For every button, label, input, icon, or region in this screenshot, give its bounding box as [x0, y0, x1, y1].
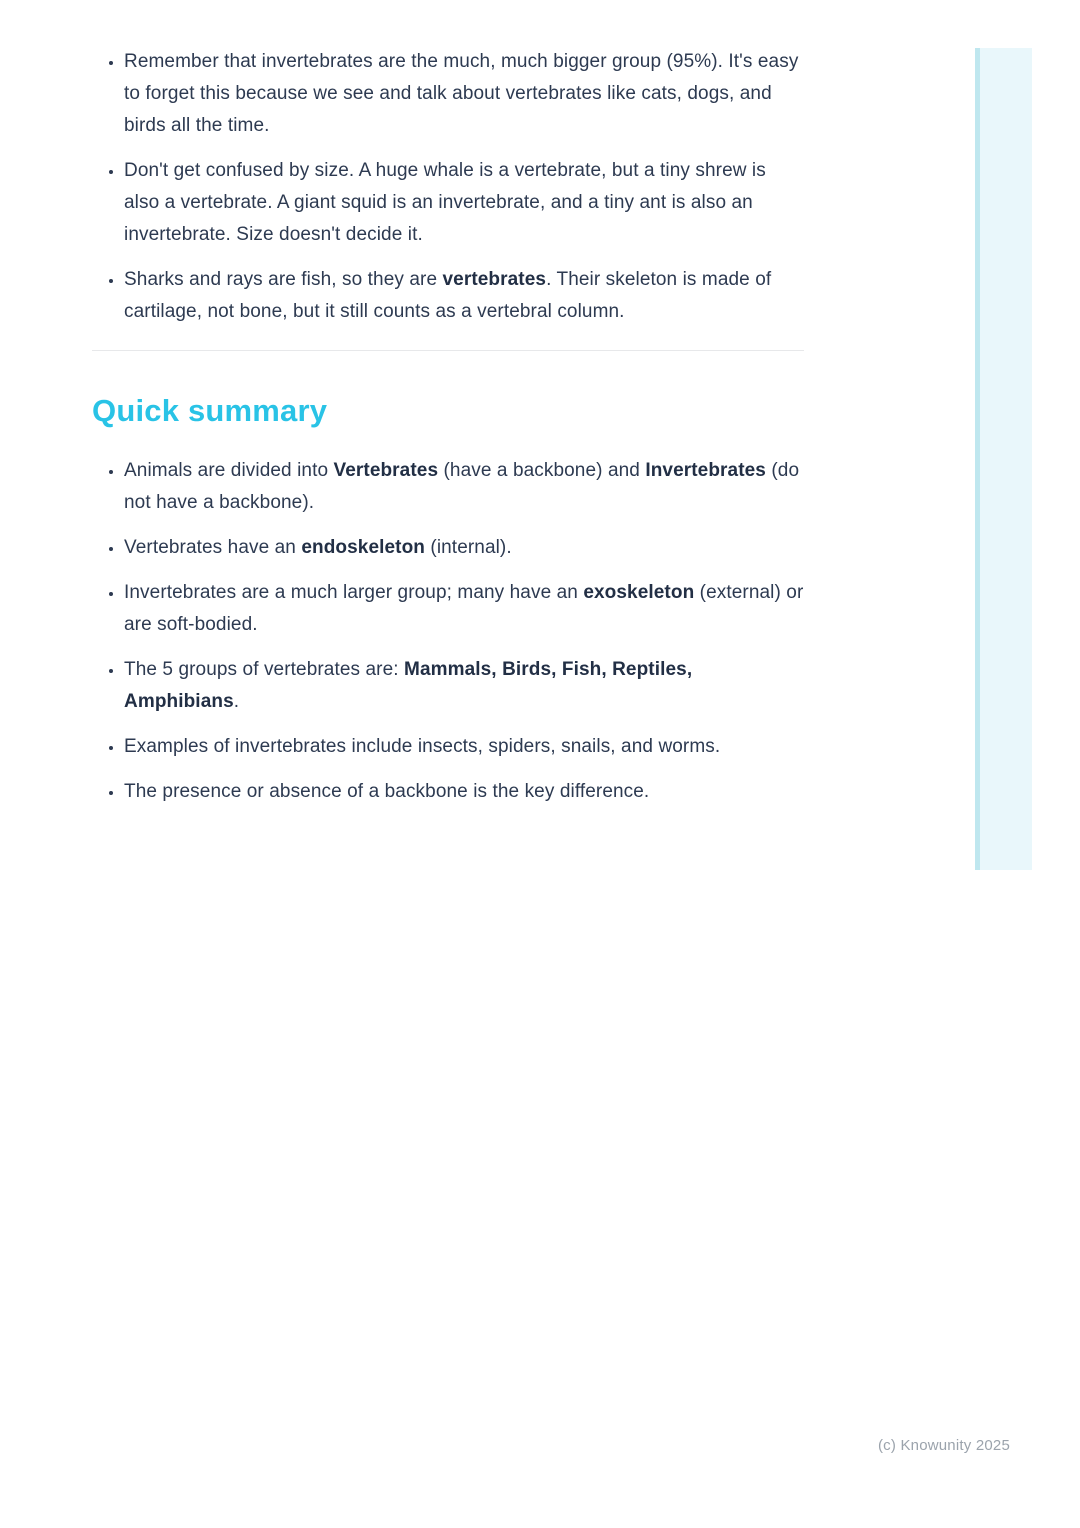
section-heading: Quick summary — [92, 393, 328, 428]
section-divider — [92, 350, 804, 351]
bold-text-run: vertebrates — [442, 269, 547, 290]
text-run: (do not have a backbone). — [124, 460, 800, 513]
text-run: Invertebrates are a much larger group; many have an — [124, 582, 584, 603]
intro-bullet-list — [92, 46, 804, 328]
text-run: Examples of invertebrates include insects, spiders, snails, and worms. — [124, 736, 721, 757]
list-item — [124, 577, 804, 641]
list-item — [124, 46, 804, 142]
text-run: The presence or absence of a backbone is the key difference. — [124, 781, 650, 802]
text-run: (internal). — [425, 537, 512, 558]
text-run: Sharks and rays are fish, so they are — [124, 269, 443, 290]
list-item — [124, 264, 804, 328]
list-item — [124, 455, 804, 519]
text-run: Remember that invertebrates are the much, much bigger group (95%). It's easy to forget this because we see and talk about vertebrates like cats, dogs, and birds all the time. — [124, 51, 799, 136]
bold-text-run: Vertebrates — [333, 460, 439, 481]
bold-text-run: exoskeleton — [583, 582, 695, 603]
notes-content — [92, 46, 804, 821]
bold-text-run: Mammals, Birds, Fish, Reptiles, Amphibians — [124, 659, 693, 712]
list-item — [124, 776, 804, 808]
page-edge-highlight-bar — [975, 48, 1032, 870]
list-item — [124, 532, 804, 564]
text-run: (have a backbone) and — [438, 460, 646, 481]
list-item — [124, 731, 804, 763]
summary-bullet-list — [92, 455, 804, 808]
list-item — [124, 654, 804, 718]
text-run: Don't get confused by size. A huge whale is a vertebrate, but a tiny shrew is also a vertebrate. A giant squid is an invertebrate, and a tiny ant is also an invertebrate. Size doesn't decide it. — [124, 160, 766, 245]
text-run: Animals are divided into — [124, 460, 334, 481]
list-item — [124, 155, 804, 251]
text-run: The 5 groups of vertebrates are: — [124, 659, 405, 680]
copyright-footer: (c) Knowunity 2025 — [877, 1437, 1010, 1454]
text-run: . — [233, 691, 240, 712]
text-run: Vertebrates have an — [124, 537, 302, 558]
text-run: (external) or are soft-bodied. — [124, 582, 804, 635]
text-run: . Their skeleton is made of cartilage, not bone, but it still counts as a vertebral column. — [124, 269, 772, 322]
bold-text-run: Invertebrates — [645, 460, 766, 481]
bold-text-run: endoskeleton — [301, 537, 426, 558]
